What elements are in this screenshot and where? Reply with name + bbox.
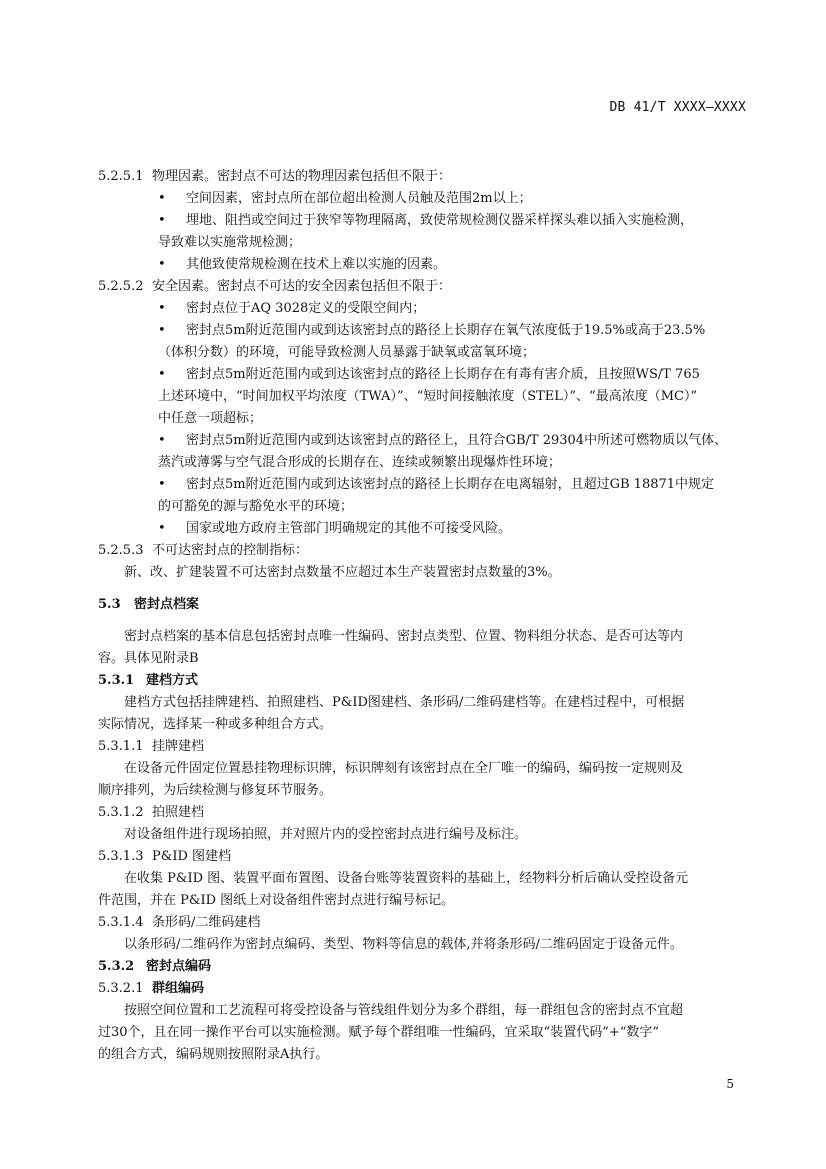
- list-item-text: 密封点5m附近范围内或到达该密封点的路径上长期存在有毒有害介质，且按照WS/T 765: [186, 367, 700, 382]
- bullet-icon: •: [158, 301, 166, 316]
- clause-title: 挂牌建档: [152, 739, 205, 754]
- list-item: [98, 254, 750, 276]
- list-item-text: 国家或地方政府主管部门明确规定的其他不可接受风险。: [186, 521, 512, 536]
- list-item: [98, 430, 750, 452]
- bullet-icon: •: [158, 521, 166, 536]
- list-item-text: 空间因素，密封点所在部位超出检测人员触及范围2m以上；: [186, 191, 532, 206]
- paragraph: 在设备元件固定位置悬挂物理标识牌，标识牌刻有该密封点在全厂唯一的编码，编码按一定规则及: [124, 761, 684, 776]
- clause-title: 条形码/二维码建档: [152, 915, 261, 930]
- clause-title: P&ID 图建档: [152, 849, 232, 864]
- clause-number: 5.3.1.1: [98, 739, 144, 754]
- list-item: [98, 298, 750, 320]
- list-item: [98, 474, 750, 496]
- clause-title: 不可达密封点的控制指标：: [152, 543, 309, 558]
- paragraph-continuation: 过30个，且在同一操作平台可以实施检测。赋予每个群组唯一性编码，宜采取“装置代码”+“数字”: [98, 1025, 660, 1040]
- bullet-icon: •: [158, 433, 166, 448]
- clause-number: 5.3.1.4: [98, 915, 144, 930]
- clause-number: 5.3.1.2: [98, 805, 144, 820]
- clause-5-3-1-4: [98, 912, 750, 934]
- paragraph-continuation: 实际情况，选择某一种或多种组合方式。: [98, 717, 333, 732]
- clause-number: 5.3.2.1: [98, 981, 144, 996]
- list-item-text: 密封点5m附近范围内或到达该密封点的路径上长期存在电离辐射，且超过GB 18871中规定: [186, 477, 715, 492]
- bullet-icon: •: [158, 257, 166, 272]
- list-item-continuation: （体积分数）的环境，可能导致检测人员暴露于缺氧或富氧环境；: [158, 345, 536, 360]
- paragraph: 密封点档案的基本信息包括密封点唯一性编码、密封点类型、位置、物料组分状态、是否可达等内: [124, 629, 684, 644]
- clause-title: 物理因素。密封点不可达的物理因素包括但不限于：: [152, 169, 452, 184]
- paragraph: 在收集 P&ID 图、装置平面布置图、设备台账等装置资料的基础上，经物料分析后确认受控设备元: [124, 871, 689, 886]
- section-title: 密封点档案: [134, 597, 200, 612]
- clause-5-3-1-3: [98, 846, 750, 868]
- paragraph: 建档方式包括挂牌建档、拍照建档、P&ID图建档、条形码/二维码建档等。在建档过程中，可根据: [124, 695, 685, 710]
- paragraph: 按照空间位置和工艺流程可将受控设备与管线组件划分为多个群组，每一群组包含的密封点不宜超: [124, 1003, 684, 1018]
- list-item-text: 埋地、阻挡或空间过于狭窄等物理隔离，致使常规检测仪器采样探头难以插入实施检测，: [186, 213, 694, 228]
- clause-number: 5.2.5.1: [98, 169, 144, 184]
- clause-title: 拍照建档: [152, 805, 205, 820]
- bullet-icon: •: [158, 213, 166, 228]
- paragraph-continuation: 件范围，并在 P&ID 图纸上对设备组件密封点进行编号标记。: [98, 893, 455, 908]
- paragraph-continuation: 容。具体见附录B: [98, 651, 199, 666]
- section-5-3-heading: [98, 594, 750, 616]
- section-number: 5.3.2: [98, 959, 135, 974]
- list-item-text: 密封点位于AQ 3028定义的受限空间内；: [186, 301, 426, 316]
- list-item: [98, 364, 750, 386]
- paragraph: 以条形码/二维码作为密封点编码、类型、物料等信息的载体,并将条形码/二维码固定于设备元件。: [124, 937, 683, 952]
- section-title: 建档方式: [146, 673, 199, 688]
- paragraph-continuation: 的组合方式，编码规则按照附录A执行。: [98, 1047, 329, 1062]
- clause-5-3-1-1: [98, 736, 750, 758]
- list-item-continuation: 蒸汽或薄雾与空气混合形成的长期存在、连续或频繁出现爆炸性环境；: [158, 455, 562, 470]
- bullet-icon: •: [158, 191, 166, 206]
- section-number: 5.3.1: [98, 673, 135, 688]
- clause-5-2-5-2: [98, 276, 750, 298]
- clause-title: 安全因素。密封点不可达的安全因素包括但不限于：: [152, 279, 452, 294]
- list-item-text: 密封点5m附近范围内或到达该密封点的路径上长期存在氧气浓度低于19.5%或高于23.5%: [186, 323, 706, 338]
- page-number: 5: [726, 1077, 734, 1091]
- document-body: [98, 166, 750, 1066]
- section-title: 密封点编码: [146, 959, 212, 974]
- list-item: [98, 210, 750, 232]
- bullet-icon: •: [158, 477, 166, 492]
- list-item-continuation: 上述环境中，“时间加权平均浓度（TWA）”、“短时间接触浓度（STEL）”、“最高浓度（MC）”: [158, 389, 698, 404]
- paragraph: 新、改、扩建装置不可达密封点数量不应超过本生产装置密封点数量的3%。: [124, 565, 561, 580]
- document-code: DB 41/T XXXX—XXXX: [609, 100, 746, 115]
- list-item-continuation: 中任意一项超标；: [158, 411, 263, 426]
- list-item-text: 密封点5m附近范围内或到达该密封点的路径上，且符合GB/T 29304中所述可燃物质以气体、: [186, 433, 728, 448]
- clause-5-3-2-1: [98, 978, 750, 1000]
- clause-number: 5.2.5.2: [98, 279, 144, 294]
- section-5-3-2-heading: [98, 956, 750, 978]
- section-number: 5.3: [98, 597, 121, 612]
- clause-number: 5.3.1.3: [98, 849, 144, 864]
- paragraph: 对设备组件进行现场拍照，并对照片内的受控密封点进行编号及标注。: [124, 827, 528, 842]
- clause-5-3-1-2: [98, 802, 750, 824]
- section-5-3-1-heading: [98, 670, 750, 692]
- bullet-icon: •: [158, 323, 166, 338]
- list-item-continuation: 的可豁免的源与豁免水平的环境；: [158, 499, 354, 514]
- list-item: [98, 518, 750, 540]
- clause-number: 5.2.5.3: [98, 543, 144, 558]
- clause-title: 群组编码: [152, 981, 205, 996]
- bullet-icon: •: [158, 367, 166, 382]
- list-item: [98, 320, 750, 342]
- list-item: [98, 188, 750, 210]
- paragraph-continuation: 顺序排列，为后续检测与修复环节服务。: [98, 783, 333, 798]
- list-item-text: 其他致使常规检测在技术上难以实施的因素。: [186, 257, 447, 272]
- clause-5-2-5-1: [98, 166, 750, 188]
- clause-5-2-5-3: [98, 540, 750, 562]
- list-item-continuation: 导致难以实施常规检测；: [158, 235, 302, 250]
